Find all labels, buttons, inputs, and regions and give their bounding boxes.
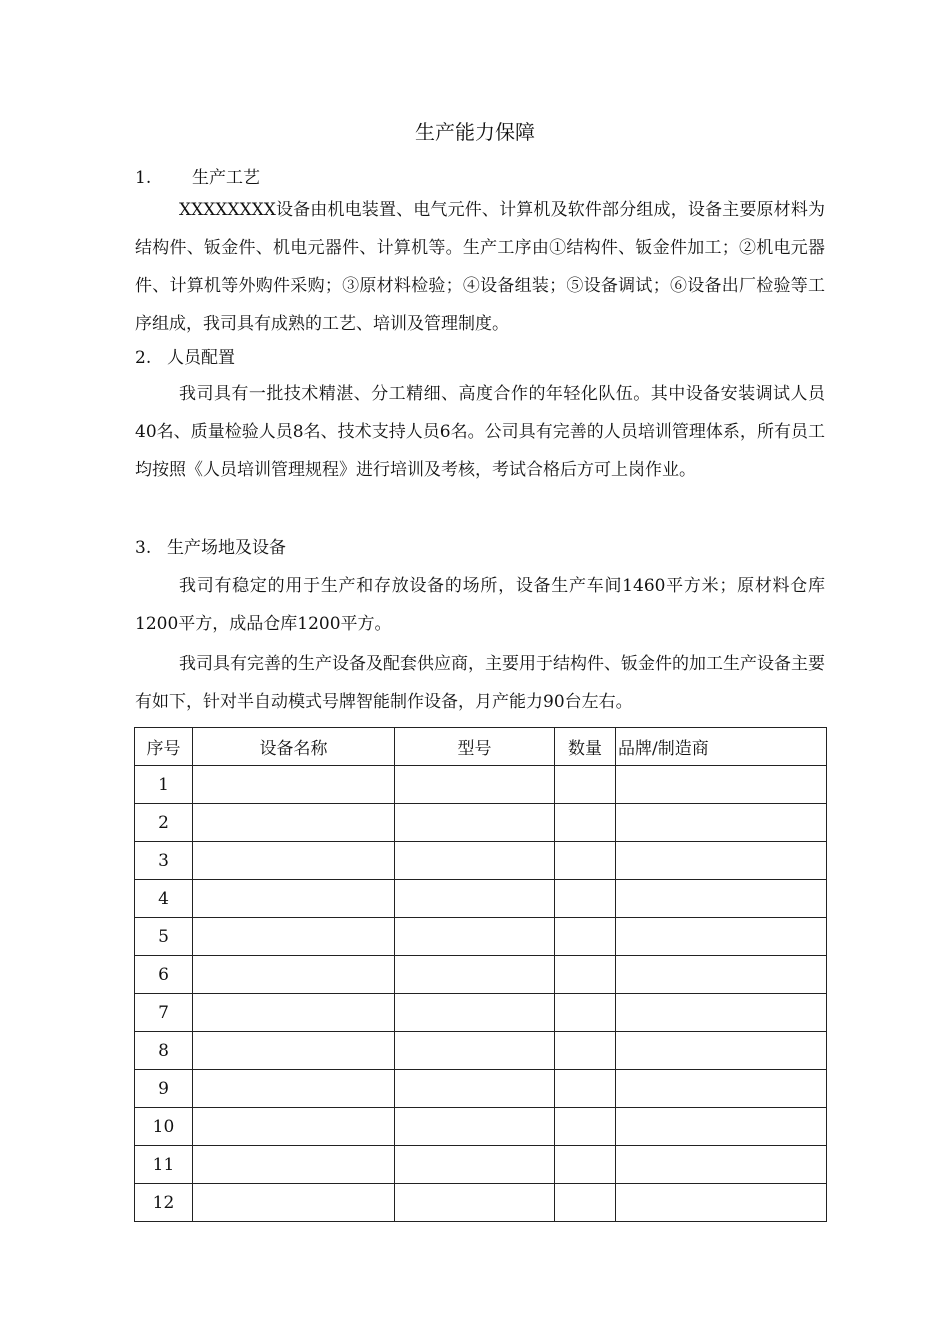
cell-index: 7 bbox=[135, 994, 193, 1032]
cell-equipment-name bbox=[193, 994, 395, 1032]
cell-equipment-name bbox=[193, 842, 395, 880]
section-3-paragraph-1: 我司有稳定的用于生产和存放设备的场所，设备生产车间1460平方米；原材料仓库1200平方，成品仓库1200平方。 bbox=[135, 576, 825, 634]
header-quantity: 数量 bbox=[555, 728, 616, 766]
cell-index: 3 bbox=[135, 842, 193, 880]
cell-equipment-name bbox=[193, 1032, 395, 1070]
table-row bbox=[135, 1032, 827, 1070]
cell-model bbox=[395, 842, 555, 880]
cell-quantity bbox=[555, 994, 616, 1032]
cell-quantity bbox=[555, 1146, 616, 1184]
cell-model bbox=[395, 956, 555, 994]
cell-brand-manufacturer bbox=[616, 804, 827, 842]
table-row bbox=[135, 956, 827, 994]
cell-model bbox=[395, 918, 555, 956]
cell-quantity bbox=[555, 1032, 616, 1070]
cell-index: 10 bbox=[135, 1108, 193, 1146]
cell-brand-manufacturer bbox=[616, 880, 827, 918]
header-index: 序号 bbox=[135, 728, 193, 766]
cell-equipment-name bbox=[193, 956, 395, 994]
cell-index: 4 bbox=[135, 880, 193, 918]
section-title: 生产场地及设备 bbox=[167, 538, 286, 558]
table-row bbox=[135, 880, 827, 918]
cell-quantity bbox=[555, 1108, 616, 1146]
table-row bbox=[135, 1184, 827, 1222]
cell-model bbox=[395, 1070, 555, 1108]
header-model: 型号 bbox=[395, 728, 555, 766]
cell-model bbox=[395, 880, 555, 918]
cell-quantity bbox=[555, 918, 616, 956]
table-row bbox=[135, 1146, 827, 1184]
header-equipment-name: 设备名称 bbox=[193, 728, 395, 766]
cell-index: 2 bbox=[135, 804, 193, 842]
cell-index: 9 bbox=[135, 1070, 193, 1108]
cell-equipment-name bbox=[193, 1146, 395, 1184]
cell-equipment-name bbox=[193, 804, 395, 842]
section-number: 3. bbox=[135, 538, 152, 558]
section-title: 人员配置 bbox=[167, 348, 235, 368]
table-row bbox=[135, 1070, 827, 1108]
cell-equipment-name bbox=[193, 1070, 395, 1108]
cell-brand-manufacturer bbox=[616, 1070, 827, 1108]
cell-index: 12 bbox=[135, 1184, 193, 1222]
cell-index: 1 bbox=[135, 766, 193, 804]
cell-equipment-name bbox=[193, 1108, 395, 1146]
cell-index: 6 bbox=[135, 956, 193, 994]
table-row bbox=[135, 804, 827, 842]
cell-brand-manufacturer bbox=[616, 1184, 827, 1222]
cell-quantity bbox=[555, 880, 616, 918]
section-2-paragraph: 我司具有一批技术精湛、分工精细、高度合作的年轻化队伍。其中设备安装调试人员40名、质量检验人员8名、技术支持人员6名。公司具有完善的人员培训管理体系，所有员工均按照《人员培训管理规程》进行培训及考核，考试合格后方可上岗作业。 bbox=[135, 384, 825, 480]
cell-quantity bbox=[555, 842, 616, 880]
section-3-paragraph-2: 我司具有完善的生产设备及配套供应商，主要用于结构件、钣金件的加工生产设备主要有如下，针对半自动模式号牌智能制作设备，月产能力90台左右。 bbox=[135, 654, 825, 712]
cell-index: 5 bbox=[135, 918, 193, 956]
cell-brand-manufacturer bbox=[616, 994, 827, 1032]
header-brand-manufacturer: 品牌/制造商 bbox=[616, 728, 827, 766]
section-number: 2. bbox=[135, 348, 152, 368]
cell-brand-manufacturer bbox=[616, 956, 827, 994]
table-row bbox=[135, 994, 827, 1032]
section-title: 生产工艺 bbox=[192, 168, 260, 188]
section-heading-1 bbox=[135, 165, 260, 191]
cell-equipment-name bbox=[193, 1184, 395, 1222]
table-row bbox=[135, 918, 827, 956]
cell-model bbox=[395, 766, 555, 804]
table-row bbox=[135, 766, 827, 804]
cell-brand-manufacturer bbox=[616, 766, 827, 804]
section-1-paragraph: XXXXXXXX设备由机电装置、电气元件、计算机及软件部分组成，设备主要原材料为结构件、钣金件、机电元器件、计算机等。生产工序由①结构件、钣金件加工；②机电元器件、计算机等外购件采购；③原材料检验；④设备组装；⑤设备调试；⑥设备出厂检验等工序组成，我司具有成熟的工艺、培训及管理制度。 bbox=[135, 200, 825, 334]
table-header-row bbox=[135, 728, 827, 766]
section-number: 1. bbox=[135, 168, 152, 188]
cell-model bbox=[395, 1184, 555, 1222]
table-body bbox=[135, 766, 827, 1222]
cell-model bbox=[395, 1108, 555, 1146]
cell-quantity bbox=[555, 766, 616, 804]
page-title: 生产能力保障 bbox=[415, 120, 535, 144]
cell-model bbox=[395, 994, 555, 1032]
cell-brand-manufacturer bbox=[616, 842, 827, 880]
cell-index: 8 bbox=[135, 1032, 193, 1070]
table-row bbox=[135, 1108, 827, 1146]
cell-brand-manufacturer bbox=[616, 1146, 827, 1184]
cell-model bbox=[395, 1032, 555, 1070]
cell-quantity bbox=[555, 1184, 616, 1222]
section-heading-3 bbox=[135, 535, 286, 561]
cell-model bbox=[395, 804, 555, 842]
cell-index: 11 bbox=[135, 1146, 193, 1184]
cell-equipment-name bbox=[193, 918, 395, 956]
section-heading-2 bbox=[135, 345, 235, 371]
table-row bbox=[135, 842, 827, 880]
cell-equipment-name bbox=[193, 766, 395, 804]
equipment-table bbox=[134, 727, 827, 1222]
cell-brand-manufacturer bbox=[616, 1108, 827, 1146]
cell-brand-manufacturer bbox=[616, 1032, 827, 1070]
cell-quantity bbox=[555, 956, 616, 994]
cell-model bbox=[395, 1146, 555, 1184]
cell-quantity bbox=[555, 1070, 616, 1108]
cell-quantity bbox=[555, 804, 616, 842]
cell-brand-manufacturer bbox=[616, 918, 827, 956]
cell-equipment-name bbox=[193, 880, 395, 918]
